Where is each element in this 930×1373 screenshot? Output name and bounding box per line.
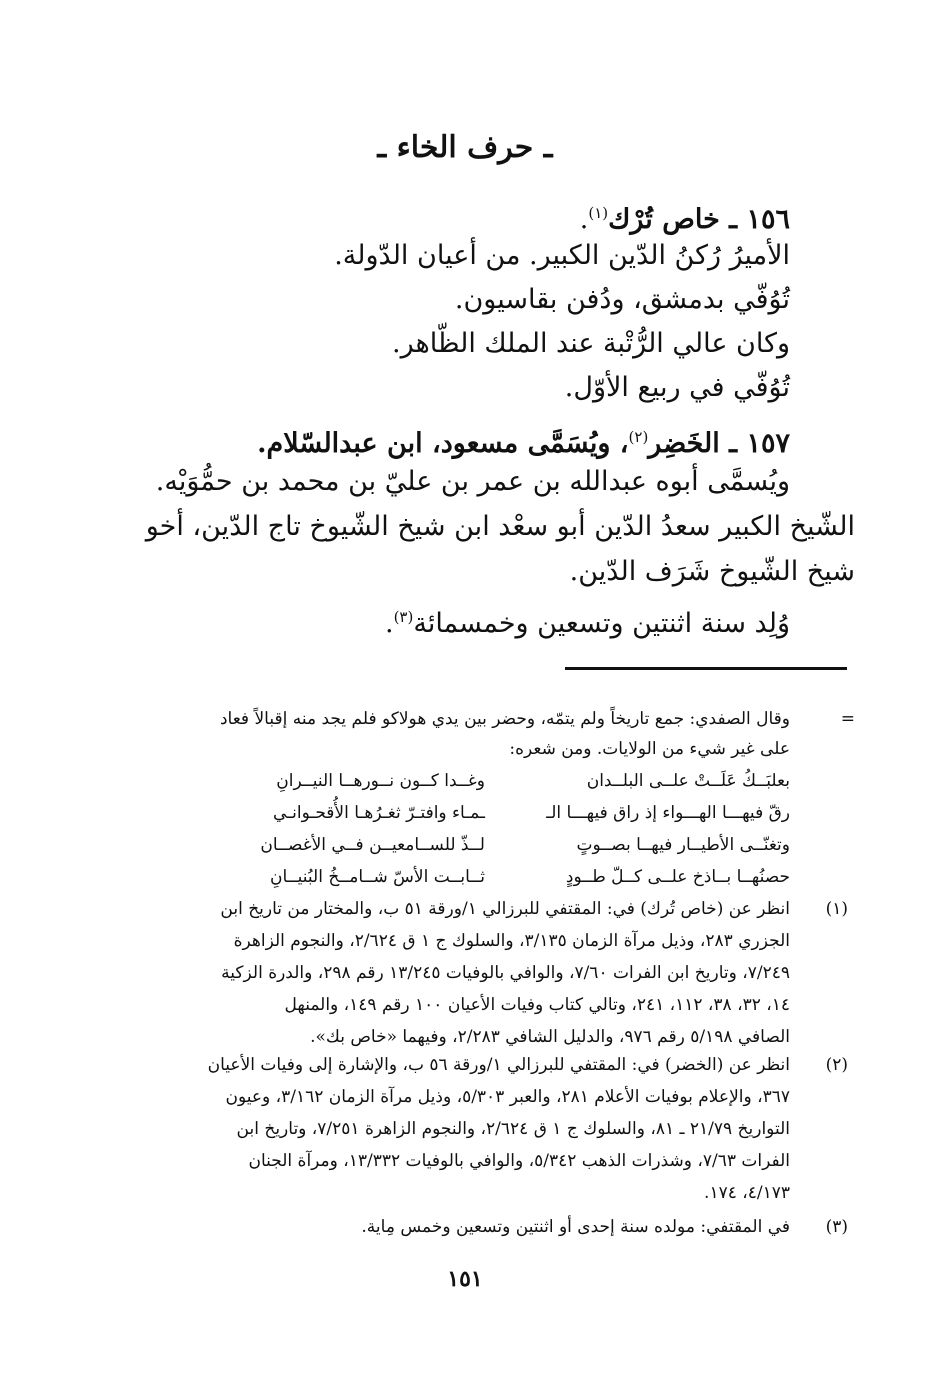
footnote-line: الفرات ٧/٦٣، وشذرات الذهب ٥/٣٤٢، والوافي بالوفيات ١٣/٣٣٢، ومرآة الجنان [248,1151,790,1171]
footnote-number: (١) [825,899,848,919]
continuation-line: وقال الصفدي: جمع تاريخاً ولم يتمّه، وحضر بين يدي هولاكو فلم يجد منه إقبالاً فعاد [219,709,790,729]
entry-line: تُوُفّي في ربيع الأوّل. [564,372,790,403]
page-number: ١٥١ [447,1266,483,1292]
footnote-line: التواريخ ٢١/٧٩ ـ ٨١، والسلوك ج ١ ق ٢/٦٢٤، والنجوم الزاهرة ٧/٢٥١، وتاريخ ابن [236,1119,790,1139]
verse-hemistich-left: ـمـاء وافتـرّ ثغـرُهـا الأُقحـوانـي [272,803,485,823]
verse-hemistich-right: بعلبَــكُ عَلَــتْ علــى البلــدان [586,771,790,791]
footnote-ref: (٢) [628,428,649,446]
footnote-ref: (١) [588,204,609,222]
verse-hemistich-left: وغــدا كــون نــورهــا النيــرانِ [276,771,485,791]
entry-line [385,597,790,644]
continuation-line: على غير شيء من الولايات. ومن شعره: [509,739,790,759]
entry-title-end: ، ويُسَمَّى مسعود، ابن عبدالسّلام. [257,428,629,459]
verse-hemistich-left: ثــابــت الأسّ شــامــخُ البُنيــانِ [270,867,485,887]
entry-title [257,417,790,464]
footnote-line: الجزري ٢٨٣، وذيل مرآة الزمان ٣/١٣٥، والسلوك ج ١ ق ٢/٦٢٤، والنجوم الزاهرة [233,931,790,951]
footnote-line: ١٤، ٣٢، ٣٨، ١١٢، ٢٤١، وتالي كتاب وفيات الأعيان ١٠٠ رقم ١٤٩، والمنهل [284,995,790,1015]
entry-line-end: . [384,608,394,639]
entry-line: ويُسمَّى أبوه عبدالله بن عمر بن عليّ بن محمد بن حمُّوَيْه. [155,466,790,497]
verse-hemistich-right: رقّ فيهـــا الهـــواء إذ راق فيهـــا الـ [546,803,790,823]
entry-title-text: ١٥٧ ـ الخَضِر [648,428,790,459]
verse-hemistich-right: وتغنّــى الأطيــار فيهــا بصــوتٍ [576,835,790,855]
entry-title [580,193,790,240]
entry-line: وكان عالي الرُّتْبة عند الملك الظّاهر. [392,328,790,359]
entry-line-text: وُلِد سنة اثنتين وتسعين وخمسمائة [413,608,790,639]
entry-line: الشّيخ الكبير سعدُ الدّين أبو سعْد ابن شيخ الشّيوخ تاج الدّين، أخو [145,511,855,542]
footnote-line: في المقتفي: مولده سنة إحدى أو اثنتين وتسعين وخمس مِاية. [361,1217,790,1237]
entry-title-end: . [579,204,589,235]
chapter-heading: ـ حرف الخاء ـ [377,130,553,165]
entry-line: الأميرُ رُكنُ الدّين الكبير. من أعيان الدّولة. [334,240,790,271]
footnote-number: (٣) [825,1217,848,1237]
footnote-line: انظر عن (خاص تُرك) في: المقتفي للبرزالي ١/ورقة ٥١ ب، والمختار من تاريخ ابن [220,899,790,919]
footnote-line: ٧/٢٤٩، وتاريخ ابن الفرات ٧/٦٠، والوافي بالوفيات ١٣/٢٤٥ رقم ٢٩٨، والدرة الزكية [221,963,790,983]
verse-hemistich-left: لــذّ للســامعيــن فــي الأغصــان [260,835,485,855]
footnote-ref: (٣) [393,608,414,626]
footnote-line: ٣٦٧، والإعلام بوفيات الأعلام ٢٨١، والعبر ٥/٣٠٣، وذيل مرآة الزمان ٣/١٦٢، وعيون [225,1087,790,1107]
entry-line: شيخ الشّيوخ شَرَف الدّين. [569,556,855,587]
footnote-line: ٤/١٧٣، ١٧٤. [704,1183,790,1203]
footnote-line: الصافي ٥/١٩٨ رقم ٩٧٦، والدليل الشافي ٢/٢٨٣، وفيهما «خاص بك». [310,1027,790,1047]
footnote-line: انظر عن (الخضر) في: المقتفي للبرزالي ١/ورقة ٥٦ ب، والإشارة إلى وفيات الأعيان [207,1055,790,1075]
continuation-mark: = [840,709,855,729]
entry-line: تُوُفّي بدمشق، ودُفن بقاسيون. [454,284,790,315]
footnote-separator [565,667,847,670]
verse-hemistich-right: حصنُهــا بــاذخ علــى كــلّ طــودٍ [565,867,790,887]
footnote-number: (٢) [825,1055,848,1075]
entry-title-text: ١٥٦ ـ خاص تُرْك [608,204,790,235]
